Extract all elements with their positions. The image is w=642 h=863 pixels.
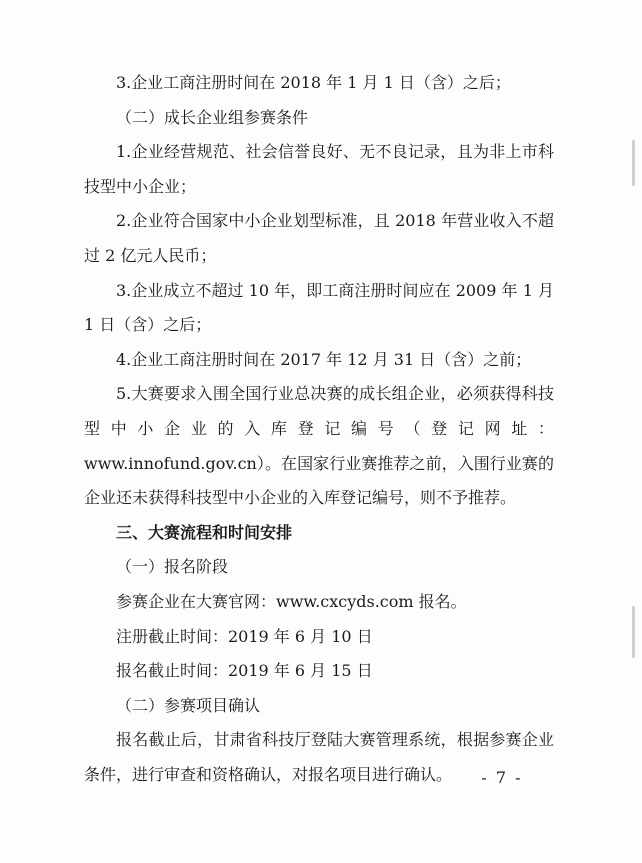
scan-edge-mark [632,140,635,186]
section-heading: 三、大赛流程和时间安排 [116,522,293,542]
document-body [84,66,554,792]
paragraph: 4.企业工商注册时间在 2017 年 12 月 31 日（含）之前； [116,349,532,369]
section-subheading: （一）报名阶段 [116,557,229,577]
paragraph: 参赛企业在大赛官网：www.cxcyds.com 报名。 [116,591,467,611]
paragraph: 注册截止时间：2019 年 6 月 10 日 [116,626,373,646]
section-subheading: （二）成长企业组参赛条件 [116,107,309,127]
paragraph: 1.企业经营规范、社会信誉良好、无不良记录，且为非上市科技型中小企业； [84,142,554,196]
section-subheading: （二）参赛项目确认 [116,695,261,715]
paragraph: 3.企业工商注册时间在 2018 年 1 月 1 日（含）之后； [116,73,511,92]
paragraph: 5.大赛要求入围全国行业总决赛的成长组企业，必须获得科技型中小企业的入库登记编号（登记网址：www.innofund.gov.cn）。在国家行业赛推荐之前，入围行业赛的企业还未获得科技型中小企业的入库登记编号，则不予推荐。 [84,384,554,508]
page-number: - 7 - [481,768,523,787]
paragraph: 2.企业符合国家中小企业划型标准，且 2018 年营业收入不超过 2 亿元人民币； [84,211,554,265]
paragraph: 报名截止时间：2019 年 6 月 15 日 [116,661,373,681]
scan-edge-mark [632,606,635,658]
paragraph: 报名截止后，甘肃省科技厅登陆大赛管理系统，根据参赛企业条件，进行审查和资格确认，对报名项目进行确认。 [84,730,554,784]
paragraph: 3.企业成立不超过 10 年，即工商注册时间应在 2009 年 1 月 1 日（含）之后； [84,280,554,335]
